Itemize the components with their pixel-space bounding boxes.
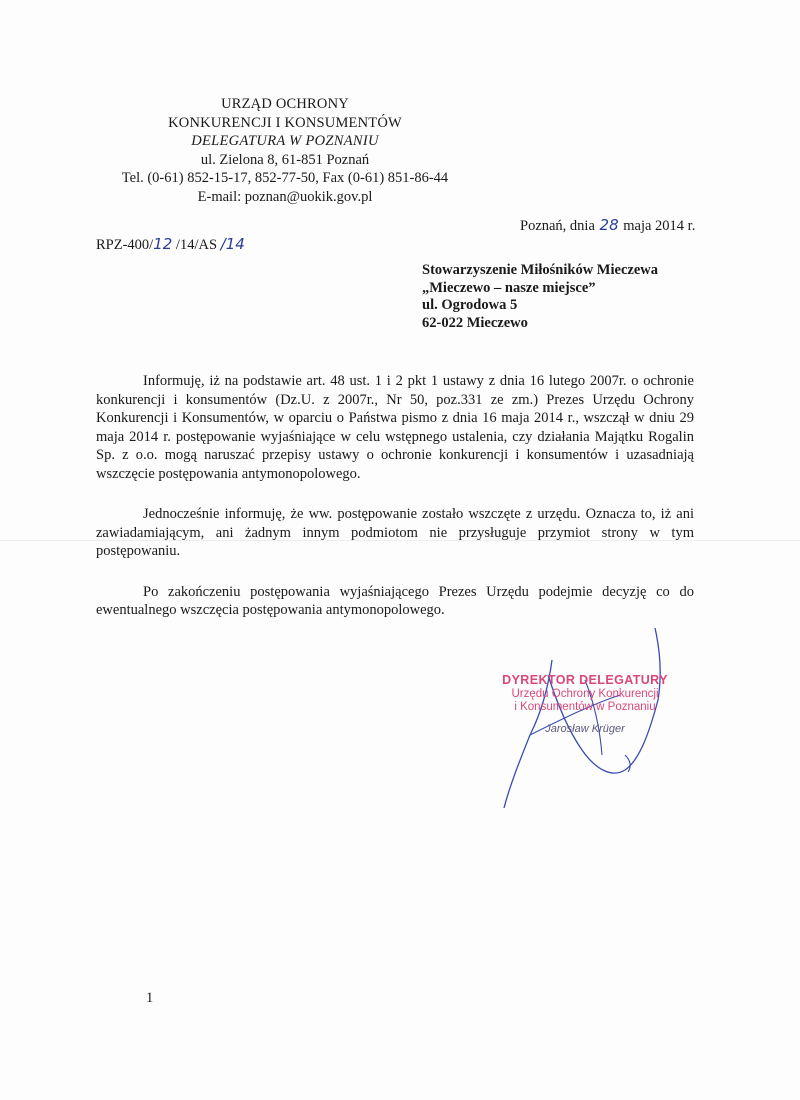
date-suffix: maja 2014 r. bbox=[619, 218, 696, 234]
body-paragraph-2: Jednocześnie informuję, że ww. postępowanie zostało wszczęte z urzędu. Oznacza to, iż ani zawiadamiającym, ani żadnym innym podmiotom nie przysługuje przymiot strony w tym postępowaniu. bbox=[96, 506, 694, 559]
sender-letterhead bbox=[95, 95, 475, 206]
body-paragraph-3: Po zakończeniu postępowania wyjaśniającego Prezes Urzędu podejmie decyzję co do ewentualnego wszczęcia postępowania antymonopolowego. bbox=[96, 583, 694, 618]
reference-handwritten-number: 12 bbox=[153, 235, 173, 253]
reference-prefix: RPZ-400/ bbox=[96, 237, 154, 253]
date-prefix: Poznań, dnia bbox=[520, 218, 599, 234]
sender-address: ul. Zielona 8, 61-851 Poznań bbox=[200, 151, 370, 168]
stamp-line-3: i Konsumentów w Poznaniu bbox=[514, 701, 656, 713]
recipient-line-4: 62-022 Mieczewo bbox=[422, 314, 528, 331]
sender-phone: Tel. (0-61) 852-15-17, 852-77-50, Fax (0-61) 851-86-44 bbox=[121, 170, 449, 186]
recipient-line-3: ul. Ogrodowa 5 bbox=[422, 297, 518, 313]
stamp-line-2: Urzędu Ochrony Konkurencji bbox=[511, 687, 659, 700]
sender-delegation: DELEGATURA W POZNANIU bbox=[191, 133, 379, 149]
letter-body bbox=[96, 372, 694, 642]
stamp-title: DYREKTOR DELEGATURY bbox=[502, 673, 668, 687]
recipient-line-2: „Mieczewo – nasze miejsce” bbox=[422, 279, 596, 296]
recipient-line-1: Stowarzyszenie Miłośników Mieczewa bbox=[422, 262, 658, 278]
page-number: 1 bbox=[146, 990, 154, 1006]
letter-date bbox=[520, 216, 695, 235]
sender-email: E-mail: poznan@uokik.gov.pl bbox=[197, 188, 373, 205]
reference-handwritten-suffix: /14 bbox=[220, 235, 245, 253]
reference-middle: /14/AS bbox=[172, 237, 221, 253]
sender-line-1: URZĄD OCHRONY bbox=[221, 96, 349, 112]
sender-line-2: KONKURENCJI I KONSUMENTÓW bbox=[168, 114, 402, 131]
official-stamp bbox=[500, 674, 670, 736]
reference-number bbox=[96, 235, 245, 254]
stamp-signatory-name: Jarosław Krüger bbox=[545, 722, 625, 735]
date-day-handwritten: 28 bbox=[599, 216, 619, 234]
recipient-address bbox=[422, 262, 658, 332]
body-paragraph-1: Informuję, iż na podstawie art. 48 ust. 1 i 2 pkt 1 ustawy z dnia 16 lutego 2007r. o ochronie konkurencji i konsumentów (Dz.U. z 2007r., Nr 50, poz.331 ze zm.) Prezes Urzędu Ochrony Konkurencji i Konsumentów, w oparciu o Państwa pismo z dnia 16 maja 2014 r., wszczął w dniu 29 maja 2014 r. postępowanie wyjaśniające w celu wstępnego ustalenia, czy działania Majątku Rogalin Sp. z o.o. mogą naruszać przepisy ustawy o ochronie konkurencji i konsumentów i uzasadniają wszczęcie postępowania antymonopolowego. bbox=[96, 373, 694, 482]
